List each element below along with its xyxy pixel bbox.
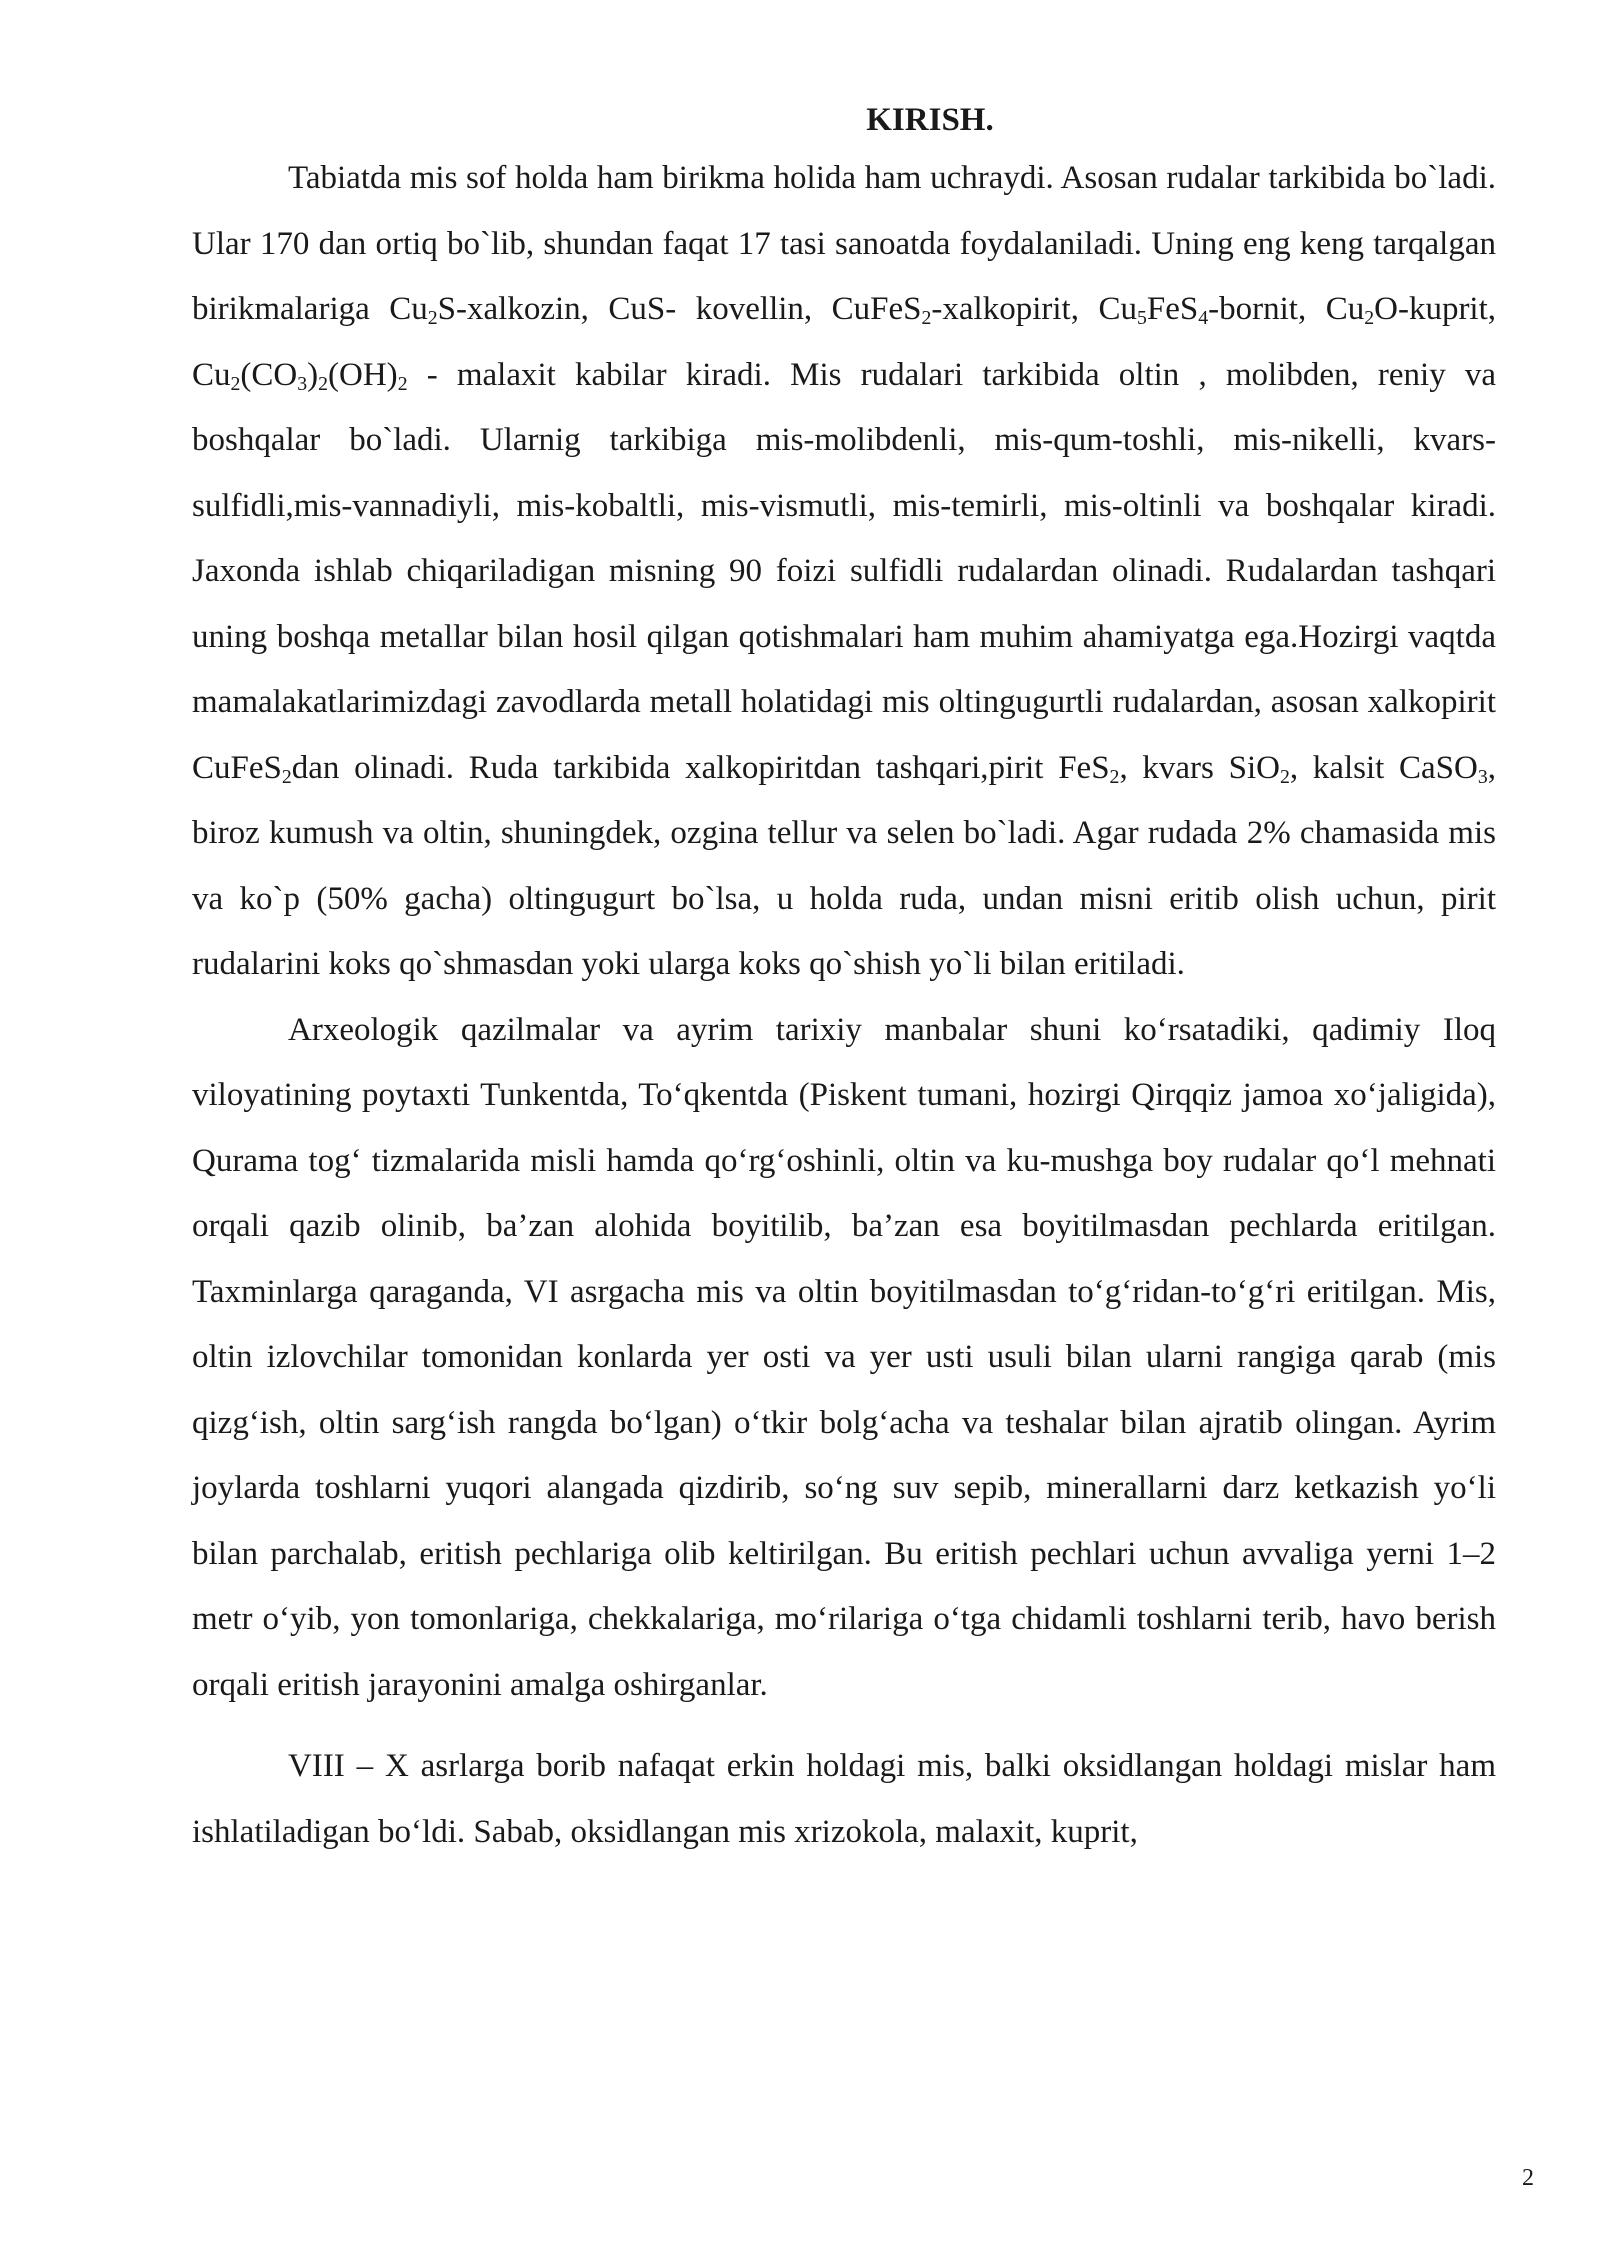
subscript: 2 bbox=[1279, 765, 1290, 788]
paragraph-text: , biroz kumush va oltin, shuningdek, ozgina tellur va selen bo`ladi. Agar rudada 2% chamasida mis va ko`p (50% gacha) oltingugurt bo`lsa, u holda ruda, undan misni eritib olish uchun, pirit rudalarini koks qo`shmasdan yoki ularga koks qo`shish yo`li bilan eritiladi. bbox=[192, 749, 1496, 982]
subscript: 2 bbox=[921, 306, 932, 329]
subscript: 2 bbox=[427, 306, 438, 329]
document-page bbox=[192, 98, 1496, 1865]
paragraph-text: O-kuprit, Cu bbox=[192, 291, 1497, 393]
paragraph-text: -xalkopirit, Cu bbox=[931, 291, 1137, 327]
paragraph-3 bbox=[192, 1734, 1496, 1865]
paragraph-1 bbox=[192, 146, 1496, 998]
subscript: 3 bbox=[1477, 765, 1488, 788]
subscript: 2 bbox=[281, 765, 292, 788]
subscript: 2 bbox=[230, 372, 241, 395]
subscript: 2 bbox=[397, 372, 408, 395]
page-number: 2 bbox=[1522, 2165, 1534, 2191]
paragraph-text: ) bbox=[307, 356, 319, 393]
paragraph-text: , kvars SiO bbox=[1119, 749, 1280, 786]
paragraph-text: Tabiatda mis sof holda ham birikma holida ham uchraydi. Asosan rudalar tarkibida bo`ladi. Ular 170 dan ortiq bo`lib, shundan faqat 17 tasi sanoatda foydalaniladi. Uning eng keng tarqalgan birikmalariga Cu bbox=[192, 160, 1496, 327]
paragraph-text: S-xalkozin, CuS- kovellin, CuFeS bbox=[437, 291, 922, 327]
paragraph-text: (CO bbox=[240, 356, 298, 393]
paragraph-text: Arxeologik qazilmalar va ayrim tarixiy manbalar shuni ko‘rsatadiki, qadimiy Iloq viloyatining poytaxti Tunkentda, To‘qkentda (Piskent tumani, hozirgi Qirqqiz jamoa xo‘jaligida), Qurama tog‘ tizmalarida misli hamda qo‘rg‘oshinli, oltin va ku-mushga boy rudalar qo‘l mehnati orqali qazib olinib, ba’zan alohida boyitilib, ba’zan esa boyitilmasdan pechlarda eritilgan. Taxminlarga qaraganda, VI asrgacha mis va oltin boyitilmasdan to‘g‘ridan-to‘g‘ri eritilgan. Mis, oltin izlovchilar tomonidan konlarda yer osti va yer usti usuli bilan ularni rangiga qarab (mis qizg‘ish, oltin sarg‘ish rangda bo‘lgan) o‘tkir bolg‘acha va teshalar bilan ajratib olingan. Ayrim joylarda toshlarni yuqori alangada qizdirib, so‘ng suv sepib, minerallarni darz ketkazish yo‘li bilan parchalab, eritish pechlariga olib keltirilgan. Bu eritish pechlari uchun avvaliga yerni 1–2 metr o‘yib, yon tomonlariga, chekkalariga, mo‘rilariga o‘tga chidamli toshlarni terib, havo berish orqali eritish jarayonini amalga oshirganlar. bbox=[192, 1011, 1496, 1703]
subscript: 5 bbox=[1137, 306, 1147, 329]
subscript: 2 bbox=[318, 372, 329, 395]
paragraph-text: - malaxit kabilar kiradi. Mis rudalari tarkibida oltin , molibden, reniy va boshqalar bo`ladi. Ularnig tarkibiga mis-molibdenli, mis-qum-toshli, mis-nikelli, kvars- sulfidli,mis-vannadiyli, mis-kobaltli, mis-vismutli, mis-temirli, mis-oltinli va boshqalar kiradi. Jaxonda ishlab chiqariladigan misning 90 foizi sulfidli rudalardan olinadi. Rudalardan tashqari uning boshqa metallar bilan hosil qilgan qotishmalari ham muhim ahamiyatga ega.Hozirgi vaqtda mamalakatlarimizdagi zavodlarda metall holatidagi mis oltingugurtli rudalardan, asosan xalkopirit CuFeS bbox=[192, 356, 1496, 786]
paragraph-text: -bornit, Cu bbox=[1208, 291, 1365, 327]
paragraph-text: VIII – X asrlarga borib nafaqat erkin holdagi mis, balki oksidlangan holdagi mislar ham ishlatiladigan bo‘ldi. Sabab, oksidlangan mis xrizokola, malaxit, kuprit, bbox=[192, 1748, 1496, 1850]
subscript: 2 bbox=[1364, 306, 1375, 329]
paragraph-2 bbox=[192, 998, 1496, 1719]
paragraph-text: FeS bbox=[1146, 291, 1199, 327]
paragraph-text: , kalsit CaSO bbox=[1289, 749, 1478, 786]
paragraph-text: dan olinadi. Ruda tarkibida xalkopiritdan tashqari,pirit FeS bbox=[291, 749, 1110, 786]
subscript: 3 bbox=[297, 372, 308, 395]
paragraph-text: (OH) bbox=[328, 356, 398, 393]
subscript: 2 bbox=[1109, 765, 1120, 788]
subscript: 4 bbox=[1198, 306, 1209, 329]
page-title: KIRISH. bbox=[866, 102, 994, 138]
